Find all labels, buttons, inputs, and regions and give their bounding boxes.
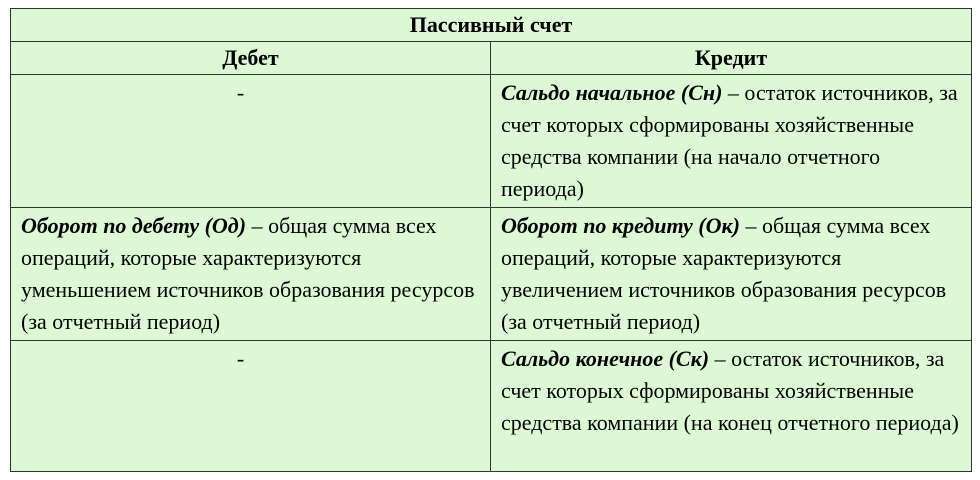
debit-cell-turnover — [11, 208, 491, 341]
debit-cell-opening-empty: - — [11, 75, 491, 208]
credit-cell-turnover — [491, 208, 972, 341]
debit-turnover-term: Оборот по дебету (Од) — [21, 213, 247, 238]
opening-balance-term: Сальдо начальное (Сн) — [501, 80, 723, 105]
credit-cell-opening-balance — [491, 75, 972, 208]
debit-turnover-description: – общая сумма всех операций, которые характеризуются уменьшением источников образования ресурсов (за отчетный период) — [21, 213, 475, 334]
credit-turnover-description: – общая сумма всех операций, которые характеризуются увеличением источников образования ресурсов (за отчетный период) — [501, 213, 947, 334]
table-title-row — [11, 9, 972, 42]
closing-balance-description: – остаток источников, за счет которых сформированы хозяйственные средства компании (на конец отчетного периода) — [501, 346, 959, 435]
opening-balance-description: – остаток источников, за счет которых сформированы хозяйственные средства компании (на начало отчетного периода) — [501, 80, 958, 201]
credit-turnover-term: Оборот по кредиту (Ок) — [501, 213, 740, 238]
table-title: Пассивный счет — [11, 9, 972, 42]
table-header-row — [11, 42, 972, 75]
table-row — [11, 75, 972, 208]
table-row — [11, 341, 972, 472]
passive-account-table-wrapper — [10, 8, 971, 472]
debit-cell-closing-empty: - — [11, 341, 491, 472]
debit-header: Дебет — [11, 42, 491, 75]
credit-header: Кредит — [491, 42, 972, 75]
credit-cell-closing-balance — [491, 341, 972, 472]
passive-account-table — [10, 8, 972, 472]
table-row — [11, 208, 972, 341]
closing-balance-term: Сальдо конечное (Ск) — [501, 346, 710, 371]
